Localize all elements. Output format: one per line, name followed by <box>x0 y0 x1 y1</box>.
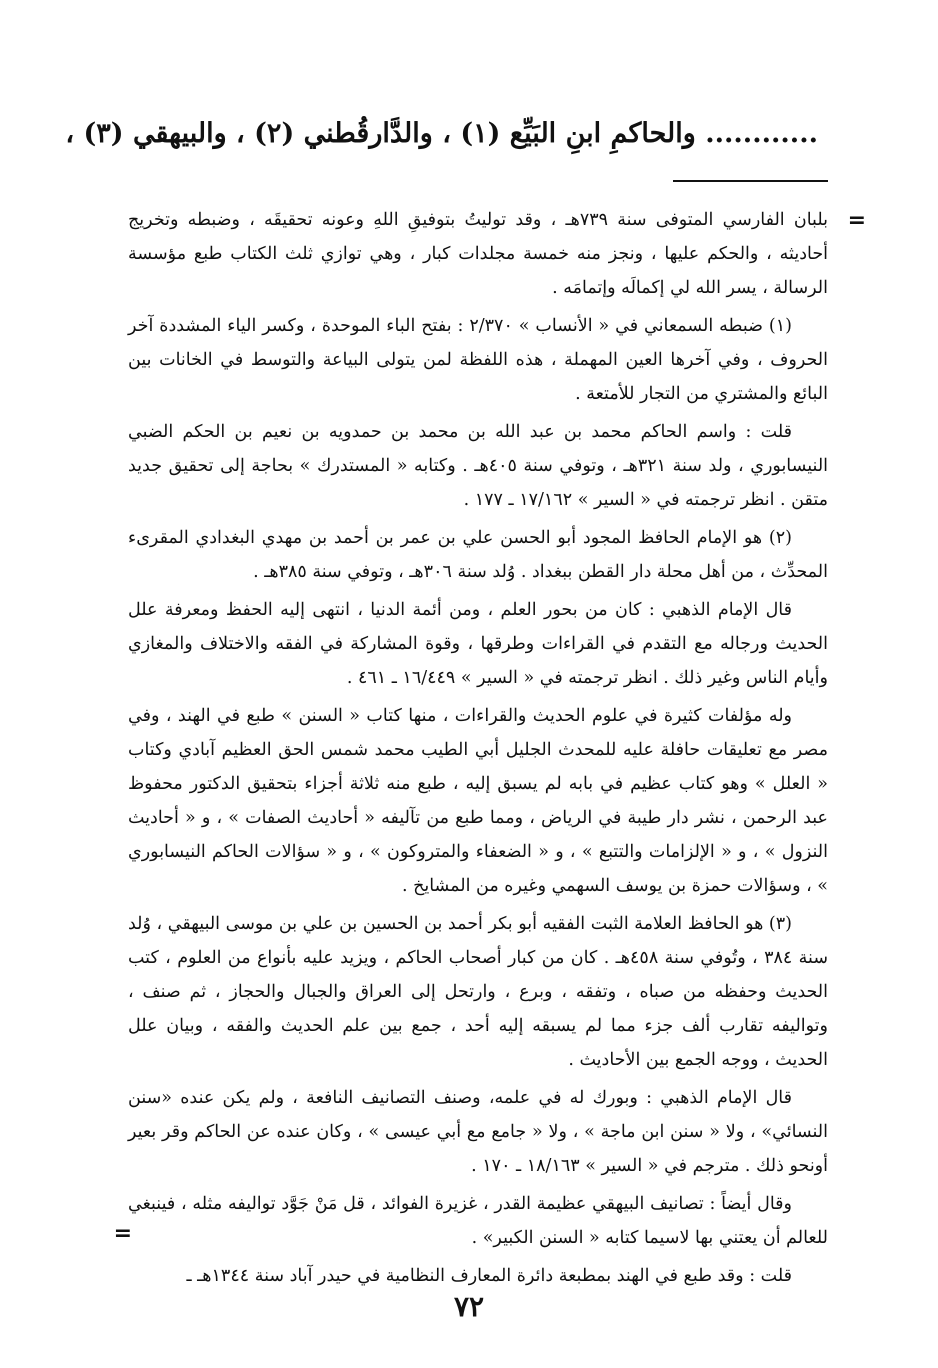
continuation-mark-top: = <box>847 208 866 233</box>
continuation-mark-bottom: = <box>113 1221 132 1246</box>
footnote-3-dhahabi-quote-2: وقال أيضاً : تصانيف البيهقي عظيمة القدر ، غزيرة الفوائد ، قل مَنْ جَوَّد تواليفه مثله ، فينبغي للعالم أن يعتني بها لاسيما كتابه « السنن الكبير» . <box>128 1194 828 1248</box>
footnote-1-note: قلت : واسم الحاكم محمد بن عبد الله بن محمد بن حمدويه بن نعيم بن الحكم الضبي النيسابوري ، ولد سنة ٣٢١هـ ، وتوفي سنة ٤٠٥هـ . وكتابه « المستدرك » بحاجة إلى تحقيق جديد متقن . انظر ترجمته في « السير » ١٧/١٦٢ ـ ١٧٧ . <box>128 422 829 510</box>
footnotes-block <box>128 203 828 1297</box>
footnote-2-works: وله مؤلفات كثيرة في علوم الحديث والقراءات ، منها كتاب « السنن » طبع في الهند ، وفي مصر مع تعليقات حافلة عليه للمحدث الجليل أبي الطيب محمد شمس الحق العظيم آبادي وكتاب « العلل » وهو كتاب عظيم في بابه لم يسبق إليه ، طبع منه ثلاثة أجزاء بتحقيق الدكتور محفوظ عبد الرحمن ، نشر دار طيبة في الرياض ، ومما طبع من تآليفه « أحاديث الصفات » ، و « أحاديث النزول » ، و « الإلزامات والتتبع » ، و « الضعفاء والمتروكون » ، و « سؤالات الحاكم النيسابوري » ، وسؤالات حمزة بن يوسف السهمي وغيره من المشايخ . <box>128 706 829 896</box>
footnote-2: (٢) هو الإمام الحافظ المجود أبو الحسن علي بن عمر بن أحمد بن مهدي البغدادي المقرىء المحدِّث ، من أهل محلة دار القطن ببغداد . وُلد سنة ٣٠٦هـ ، وتوفي سنة ٣٨٥هـ . <box>128 528 828 582</box>
page-number: ٧٢ <box>453 1290 485 1323</box>
footnote-2-dhahabi-quote: قال الإمام الذهبي : كان من بحور العلم ، ومن أئمة الدنيا ، انتهى إليه الحفظ ومعرفة علل الحديث ورجاله مع التقدم في القراءات وطرقها ، وقوة المشاركة في الفقه والاختلاف والمغازي وأيام الناس وغير ذلك . انظر ترجمته في « السير » ١٦/٤٤٩ ـ ٤٦١ . <box>128 600 828 688</box>
footnote-1: (١) ضبطه السمعاني في « الأنساب » ٢/٣٧٠ : بفتح الباء الموحدة ، وكسر الياء المشددة آخر الحروف ، وفي آخرها العين المهملة ، هذه اللفظة لمن يتولى البياعة والتوسط في الخانات بين البائع والمشتري من التجار للأمتعة . <box>128 316 828 404</box>
footnote-continuation: بلبان الفارسي المتوفى سنة ٧٣٩هـ ، وقد توليتُ بتوفيقِ اللهِ وعونه تحقيقَه ، وضبطه وتخريج أحاديثه ، والحكم عليها ، ونجز منه خمسة مجلدات كبار ، وهي توازي ثلث الكتاب طبع مؤسسة الرسالة ، يسر الله لي إكمالَه وإتمامَه . <box>128 210 828 298</box>
footnote-separator-rule <box>673 180 828 182</box>
main-text-line: ............ والحاكمِ ابنِ البَيِّع (١) ، والدَّارقُطني (٢) ، والبيهقي (٣) ، <box>65 118 818 149</box>
footnote-3-dhahabi-quote: قال الإمام الذهبي : وبورك له في علمه، وصنف التصانيف النافعة ، ولم يكن عنده «سنن النسائي» ، ولا « سنن ابن ماجة » ، ولا « جامع مع أبي عيسى » ، وكان عنده عن الحاكم وقر بعير أونحو ذلك . مترجم في « السير » ١٨/١٦٣ ـ ١٧٠ . <box>128 1088 828 1176</box>
footnote-3-note: قلت : وقد طبع في الهند بمطبعة دائرة المعارف النظامية في حيدر آباد سنة ١٣٤٤هـ ـ <box>186 1266 792 1286</box>
footnote-3: (٣) هو الحافظ العلامة الثبت الفقيه أبو بكر أحمد بن الحسين بن علي بن موسى البيهقي ، وُلد سنة ٣٨٤ ، وتُوفي سنة ٤٥٨هـ . كان من كبار أصحاب الحاكم ، ويزيد عليه بأنواع من العلوم ، كتب الحديث وحفظه من صباه ، وتفقه ، وبرع ، وارتحل إلى العراق والجبال والحجاز ، ثم صنف ، وتواليفه تقارب ألف جزء مما لم يسبقه إليه أحد ، جمع بين علم الحديث والفقه ، وبيان علل الحديث ، ووجه الجمع بين الأحاديث . <box>128 914 828 1070</box>
